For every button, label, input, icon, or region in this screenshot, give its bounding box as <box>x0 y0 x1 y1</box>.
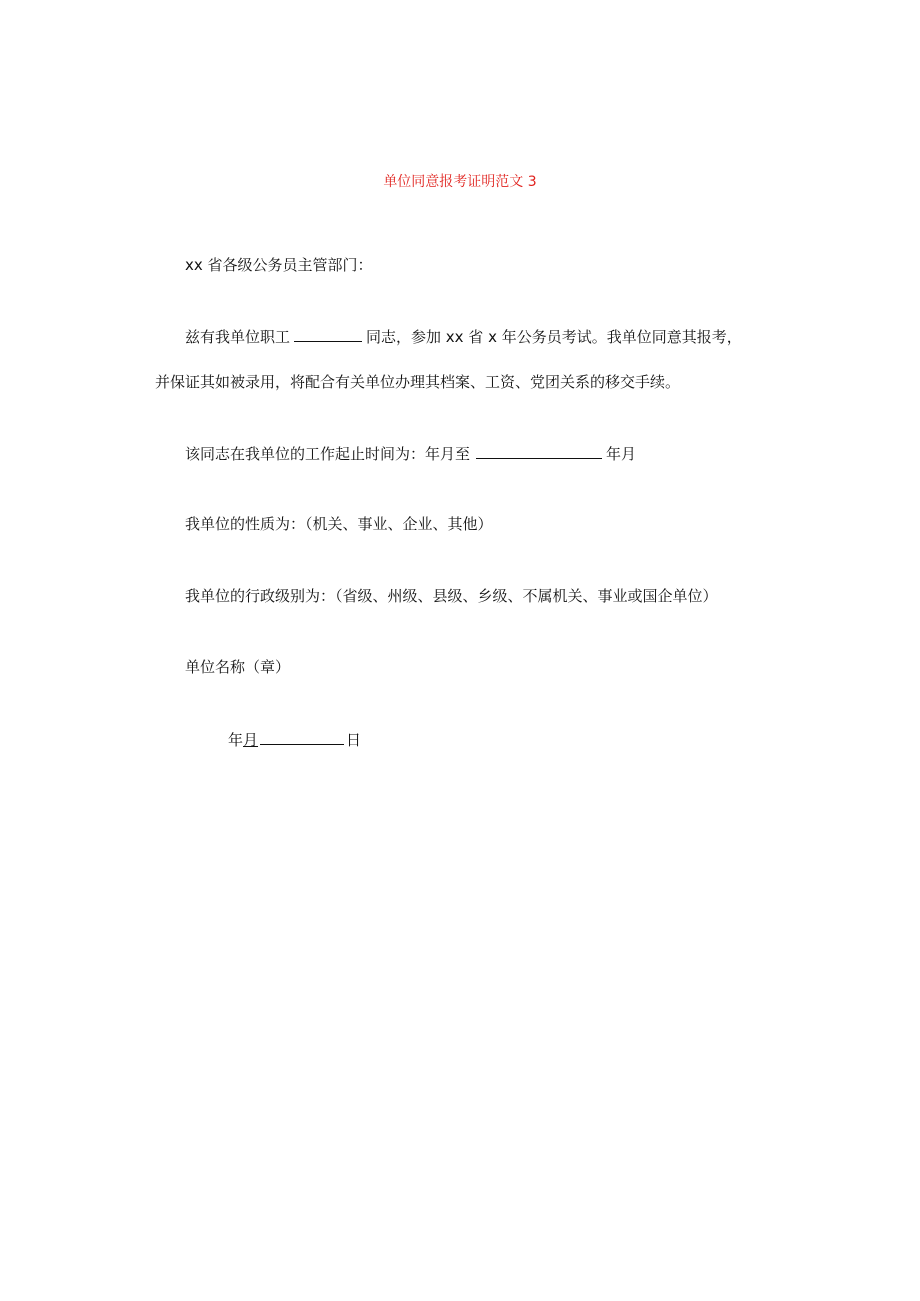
date-month: 月 <box>243 731 259 749</box>
work-period-text-b: 年月 <box>606 445 637 463</box>
work-period-text-a: 该同志在我单位的工作起止时间为：年月至 <box>185 445 471 463</box>
paragraph-employee-text-a: 兹有我单位职工 <box>185 328 291 346</box>
date-day-blank <box>260 729 344 745</box>
unit-name-line: 单位名称（章） <box>185 658 291 676</box>
admin-level-line: 我单位的行政级别为：（省级、州级、县级、乡级、不属机关、事业或国企单位） <box>185 587 718 605</box>
date-line <box>228 729 361 750</box>
paragraph-employee-text-b: 同志，参加 xx 省 x 年公务员考试。我单位同意其报考， <box>366 328 742 346</box>
salutation: xx 省各级公务员主管部门： <box>185 256 373 274</box>
paragraph-employee-line2: 并保证其如被录用，将配合有关单位办理其档案、工资、党团关系的移交手续。 <box>155 373 681 391</box>
document-title: 单位同意报考证明范文 3 <box>383 174 537 190</box>
work-period-blank <box>476 443 602 459</box>
date-day: 日 <box>346 731 362 749</box>
work-period-line <box>185 443 636 464</box>
paragraph-employee-line1 <box>185 326 742 347</box>
unit-nature-line: 我单位的性质为：（机关、事业、企业、其他） <box>185 515 493 533</box>
employee-name-blank <box>294 326 362 342</box>
date-year: 年 <box>228 731 244 749</box>
